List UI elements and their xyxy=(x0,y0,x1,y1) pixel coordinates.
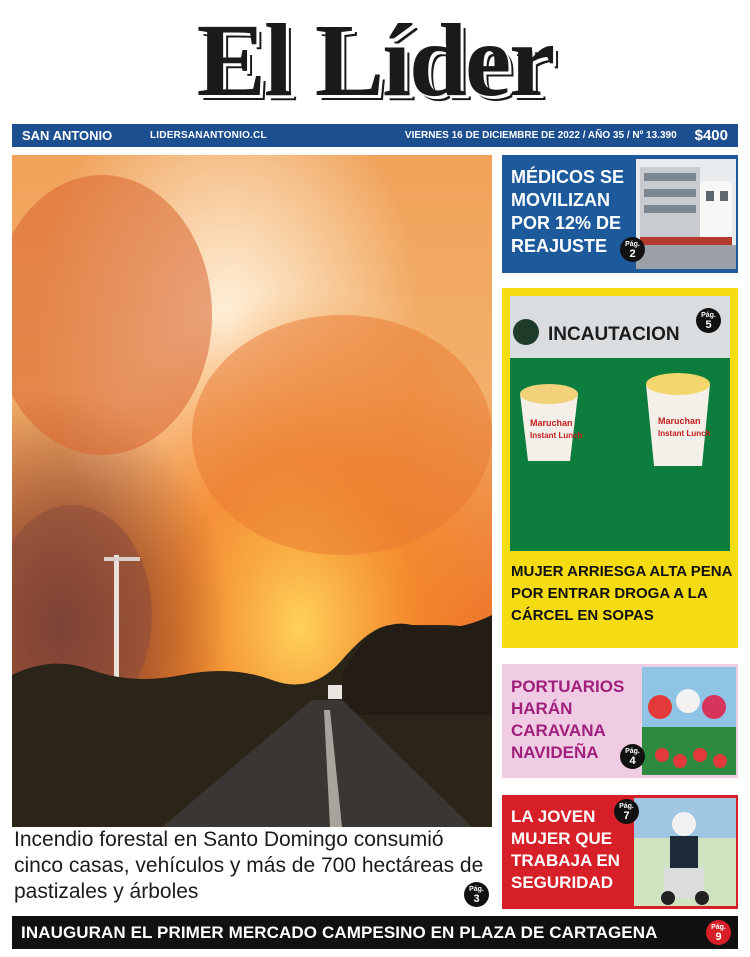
cup-brand: Maruchan xyxy=(530,418,573,428)
page-badge xyxy=(620,237,645,262)
sidebar-story-caravana[interactable] xyxy=(502,664,738,778)
photo-sign-text: INCAUTACION xyxy=(548,324,680,345)
dateline: VIERNES 16 DE DICIEMBRE DE 2022 / AÑO 35 / Nº 13.390 xyxy=(404,130,677,141)
page-number: 7 xyxy=(623,810,630,822)
cup-brand-2: Maruchan xyxy=(658,416,701,426)
sidebar-headline: PORTUARIOS HARÁN CARAVANA NAVIDEÑA xyxy=(511,677,625,762)
page-number: 5 xyxy=(705,319,712,331)
page-badge-bottom xyxy=(706,920,731,945)
page-number: 4 xyxy=(629,755,636,767)
price: $400 xyxy=(694,127,728,144)
page-label: Pág. xyxy=(469,886,484,893)
cup-label-2: Instant Lunch xyxy=(658,429,711,438)
main-story-photo[interactable] xyxy=(12,155,492,827)
page-badge-main xyxy=(464,882,489,907)
wildfire-photo xyxy=(12,155,492,827)
christmas-caravan-photo xyxy=(642,667,736,775)
page-badge xyxy=(620,744,645,769)
bottom-banner-story[interactable] xyxy=(12,916,738,949)
page-number: 3 xyxy=(473,893,480,905)
page-number: 2 xyxy=(629,248,636,260)
security-officer-photo xyxy=(634,798,736,906)
page-label: Pág. xyxy=(625,748,640,755)
page-badge xyxy=(614,799,639,824)
page-number: 9 xyxy=(715,931,722,943)
seized-soups-photo xyxy=(510,296,730,551)
page-label: Pág. xyxy=(625,241,640,248)
sidebar-story-seguridad[interactable] xyxy=(502,795,738,909)
cup-label: Instant Lunch xyxy=(530,431,583,440)
hospital-building-photo xyxy=(636,159,736,269)
sidebar-headline: MÉDICOS SE MOVILIZAN POR 12% DE REAJUSTE xyxy=(511,167,625,256)
bottom-banner-headline: INAUGURAN EL PRIMER MERCADO CAMPESINO EN PLAZA DE CARTAGENA xyxy=(21,923,658,942)
sidebar-story-sopas[interactable] xyxy=(502,288,738,648)
info-bar xyxy=(12,124,738,147)
page-label: Pág. xyxy=(711,924,726,931)
masthead xyxy=(0,2,750,120)
sidebar-story-medicos[interactable] xyxy=(502,155,738,273)
main-story-deck: Incendio forestal en Santo Domingo consumió cinco casas, vehículos y más de 700 hectáreas de pastizales y árboles xyxy=(14,828,484,903)
website-link[interactable]: LIDERSANANTONIO.CL xyxy=(150,130,267,141)
page-badge xyxy=(696,308,721,333)
newspaper-logo: El Líder xyxy=(196,3,554,118)
sidebar-headline: MUJER ARRIESGA ALTA PENA POR ENTRAR DROGA A LA CÁRCEL EN SOPAS xyxy=(511,563,732,624)
sidebar-headline: LA JOVEN MUJER QUE TRABAJA EN SEGURIDAD xyxy=(511,807,620,892)
page-label: Pág. xyxy=(619,803,634,810)
edition-city: SAN ANTONIO xyxy=(22,128,113,143)
page-label: Pág. xyxy=(701,312,716,319)
